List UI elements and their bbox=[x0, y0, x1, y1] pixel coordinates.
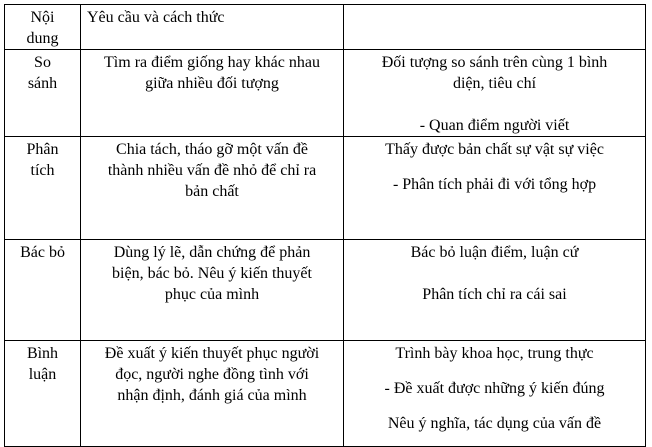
table-row bbox=[5, 240, 646, 341]
notes-cell bbox=[344, 240, 646, 341]
requirement-text: Đề xuất ý kiến thuyết phục người bbox=[104, 345, 320, 362]
notes-text: Phân tích chỉ ra cái sai bbox=[422, 286, 567, 303]
requirement-text: biện, bác bỏ. Nêu ý kiến thuyết bbox=[112, 265, 312, 282]
notes-text: - Phân tích phải đi với tổng hợp bbox=[392, 176, 597, 193]
row-label: tích bbox=[30, 162, 55, 179]
row-label: sánh bbox=[27, 75, 58, 92]
requirement-cell bbox=[81, 137, 344, 240]
requirement-text: đọc, người nghe đồng tình với bbox=[115, 366, 309, 383]
notes-cell bbox=[344, 50, 646, 137]
table-row bbox=[5, 137, 646, 240]
row-label-cell bbox=[5, 137, 81, 240]
requirement-text: phục của mình bbox=[164, 286, 260, 303]
notes-text: - Đề xuất được những ý kiến đúng bbox=[384, 380, 605, 397]
comparison-table bbox=[4, 4, 646, 447]
row-label: Bình bbox=[26, 345, 59, 362]
requirement-text: Dùng lý lẽ, dẫn chứng để phản bbox=[113, 244, 311, 261]
notes-text: - Quan điểm người viết bbox=[419, 117, 570, 134]
notes-text: Thấy được bản chất sự vật sự việc bbox=[385, 141, 604, 158]
row-label-cell bbox=[5, 50, 81, 137]
header-cell-notes bbox=[344, 5, 646, 50]
notes-text: Trình bày khoa học, trung thực bbox=[395, 345, 594, 362]
notes-text: diện, tiêu chí bbox=[452, 75, 537, 92]
header-cell-content bbox=[5, 5, 81, 50]
requirement-text: thành nhiều vấn đề nhỏ để chỉ ra bbox=[107, 162, 317, 179]
header-text: Nội bbox=[30, 9, 55, 26]
notes-cell bbox=[344, 137, 646, 240]
row-label: Phân bbox=[26, 141, 59, 158]
notes-cell bbox=[344, 341, 646, 447]
table-row bbox=[5, 341, 646, 447]
notes-text: Đối tượng so sánh trên cùng 1 bình bbox=[381, 54, 608, 71]
row-label: Bác bỏ bbox=[20, 244, 65, 261]
requirement-text: nhận định, đánh giá của mình bbox=[117, 387, 307, 404]
header-text: Yêu cầu và cách thức bbox=[87, 9, 225, 26]
table-header-row bbox=[5, 5, 646, 50]
row-label-cell bbox=[5, 341, 81, 447]
table-row bbox=[5, 50, 646, 137]
requirement-text: giữa nhiều đối tượng bbox=[145, 75, 279, 92]
requirement-cell bbox=[81, 341, 344, 447]
notes-text: Nêu ý nghĩa, tác dụng của vấn đề bbox=[387, 415, 602, 432]
row-label: luận bbox=[28, 366, 57, 383]
requirement-text: Tìm ra điểm giống hay khác nhau bbox=[104, 54, 320, 71]
notes-text: Bác bỏ luận điểm, luận cứ bbox=[410, 244, 579, 261]
requirement-text: Chia tách, tháo gỡ một vấn đề bbox=[116, 141, 308, 158]
row-label: So bbox=[34, 54, 51, 71]
requirement-cell bbox=[81, 240, 344, 341]
header-text: dung bbox=[26, 30, 59, 47]
requirement-text: bản chất bbox=[185, 183, 239, 200]
requirement-cell bbox=[81, 50, 344, 137]
row-label-cell bbox=[5, 240, 81, 341]
header-cell-requirement bbox=[81, 5, 344, 50]
